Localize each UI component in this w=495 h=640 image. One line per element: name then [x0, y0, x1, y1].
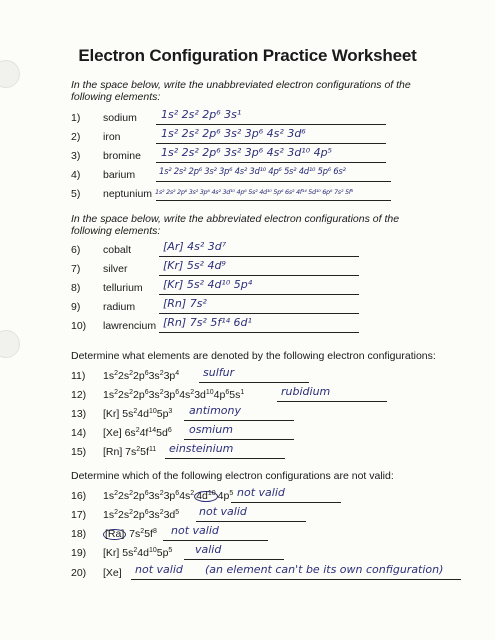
question-number: 2)	[71, 131, 81, 143]
handwritten-answer[interactable]: 1s² 2s² 2p⁶ 3s² 3p⁶ 4s² 3d¹⁰ 4p⁶ 5s² 4d¹⁰ 5p⁶ 6s² 4f¹⁴ 5d¹⁰ 6p⁶ 7s² 5f⁵	[155, 188, 354, 196]
question-row	[71, 278, 471, 300]
question-row	[71, 188, 491, 206]
electron-configuration: [Rn] $7s^25f^{11}$	[103, 446, 157, 458]
question-number: 10)	[71, 320, 87, 332]
handwritten-answer[interactable]: 1s² 2s² 2p⁶ 3s² 3p⁶ 4s² 3d¹⁰ 4p⁵	[161, 146, 333, 159]
question-row	[71, 385, 491, 407]
handwritten-answer[interactable]: [Rn] 7s² 5f¹⁴ 6d¹	[163, 316, 252, 329]
answer-line	[159, 313, 359, 314]
worksheet-title: Electron Configuration Practice Worksheet	[78, 46, 417, 65]
element-name: iron	[103, 131, 121, 143]
question-number: 8)	[71, 282, 81, 294]
answer-line	[231, 502, 341, 503]
question-number: 16)	[71, 490, 87, 502]
question-row	[71, 442, 491, 464]
handwritten-answer[interactable]: [Ar] 4s² 3d⁷	[163, 240, 227, 253]
question-number: 3)	[71, 150, 81, 162]
element-name: sodium	[103, 112, 137, 124]
handwritten-answer[interactable]: [Rn] 7s²	[163, 297, 207, 310]
question-row	[71, 505, 491, 527]
element-name: radium	[103, 301, 136, 313]
handwritten-answer[interactable]: 1s² 2s² 2p⁶ 3s² 3p⁶ 4s² 3d⁶	[161, 127, 306, 140]
electron-configuration: $1s^22s^22p^63s^23p^4$	[103, 370, 180, 382]
answer-line	[156, 162, 386, 163]
question-number: 12)	[71, 389, 87, 401]
question-number: 17)	[71, 509, 87, 521]
element-name: cobalt	[103, 244, 132, 256]
answer-line	[199, 382, 309, 383]
question-row	[71, 146, 471, 168]
question-number: 1)	[71, 112, 81, 124]
answer-line	[156, 143, 386, 144]
answer-line	[156, 181, 391, 182]
element-name: barium	[103, 169, 136, 181]
electron-configuration: [Xe] $6s^24f^{14}5d^6$	[103, 427, 172, 439]
answer-line	[159, 294, 359, 295]
element-name: tellurium	[103, 282, 143, 294]
handwritten-answer[interactable]: [Kr] 5s² 4d¹⁰ 5p⁴	[163, 278, 253, 291]
question-row	[71, 423, 491, 445]
section4-instructions: Determine which of the following electron configurations are not valid:	[71, 470, 394, 482]
element-name: bromine	[103, 150, 141, 162]
answer-line	[184, 420, 294, 421]
question-number: 14)	[71, 427, 87, 439]
answer-line	[159, 332, 359, 333]
electron-configuration: $1s^22s^22p^63s^23p^64s^23d^{10}4p^65s^1$	[103, 389, 245, 401]
question-number: 20)	[71, 567, 87, 579]
electron-configuration: [Xe]	[103, 567, 122, 579]
question-row	[71, 404, 491, 426]
answer-line	[165, 458, 285, 459]
question-number: 11)	[71, 370, 86, 382]
question-number: 6)	[71, 244, 81, 256]
punch-hole	[0, 330, 20, 358]
answer-line	[184, 559, 284, 560]
handwritten-answer[interactable]: rubidium	[281, 385, 331, 398]
answer-line	[131, 579, 461, 580]
handwritten-answer[interactable]: not valid	[135, 563, 183, 576]
section2-instructions: In the space below, write the abbreviated electron configurations of the following elements:	[71, 213, 400, 237]
element-name: lawrencium	[103, 320, 157, 332]
question-row	[71, 240, 471, 262]
answer-line	[277, 401, 387, 402]
question-number: 13)	[71, 408, 87, 420]
question-number: 4)	[71, 169, 81, 181]
answer-line	[163, 540, 268, 541]
electron-configuration: $1s^22s^22p^63s^23d^5$	[103, 509, 180, 521]
element-name: silver	[103, 263, 128, 275]
answer-line	[159, 275, 359, 276]
handwritten-answer[interactable]: osmium	[189, 423, 233, 436]
question-number: 5)	[71, 188, 81, 200]
question-number: 19)	[71, 547, 87, 559]
handwritten-answer[interactable]: sulfur	[203, 366, 235, 379]
handwritten-note: (an element can't be its own configuration)	[205, 563, 444, 576]
section1-instructions: In the space below, write the unabbreviated electron configurations of the following elements:	[71, 79, 411, 103]
handwritten-answer[interactable]: not valid	[237, 486, 285, 499]
handwritten-answer[interactable]: 1s² 2s² 2p⁶ 3s² 3p⁶ 4s² 3d¹⁰ 4p⁶ 5s² 4d¹⁰ 5p⁶ 6s²	[159, 167, 346, 177]
answer-line	[196, 521, 306, 522]
question-number: 7)	[71, 263, 81, 275]
question-number: 18)	[71, 528, 87, 540]
handwritten-answer[interactable]: not valid	[171, 524, 219, 537]
question-row	[71, 169, 481, 187]
electron-configuration: [Ra] $7s^25f^8$	[105, 528, 157, 540]
question-number: 15)	[71, 446, 87, 458]
question-row	[71, 524, 491, 546]
question-row	[71, 259, 471, 281]
handwritten-answer[interactable]: 1s² 2s² 2p⁶ 3s¹	[161, 108, 242, 121]
element-name: neptunium	[103, 188, 153, 200]
handwritten-answer[interactable]: [Kr] 5s² 4d⁹	[163, 259, 226, 272]
handwritten-answer[interactable]: antimony	[189, 404, 242, 417]
answer-line	[159, 256, 359, 257]
question-row	[71, 297, 471, 319]
answer-line	[184, 439, 294, 440]
handwritten-answer[interactable]: valid	[195, 543, 222, 556]
question-row	[71, 563, 491, 585]
question-row	[71, 316, 471, 338]
electron-configuration: $1s^22s^22p^63s^23p^64s^2$ $4d^{10}$ $4p^5$	[103, 490, 234, 502]
electron-configuration: [Kr] $5s^24d^{10}5p^5$	[103, 547, 173, 559]
question-row	[71, 486, 491, 508]
answer-line	[156, 124, 386, 125]
electron-configuration: [Kr] $5s^24d^{10}5p^3$	[103, 408, 173, 420]
section3-instructions: Determine what elements are denoted by the following electron configurations:	[71, 350, 436, 362]
handwritten-answer[interactable]: not valid	[199, 505, 247, 518]
answer-line	[156, 200, 391, 201]
question-number: 9)	[71, 301, 81, 313]
handwritten-answer[interactable]: einsteinium	[169, 442, 234, 455]
